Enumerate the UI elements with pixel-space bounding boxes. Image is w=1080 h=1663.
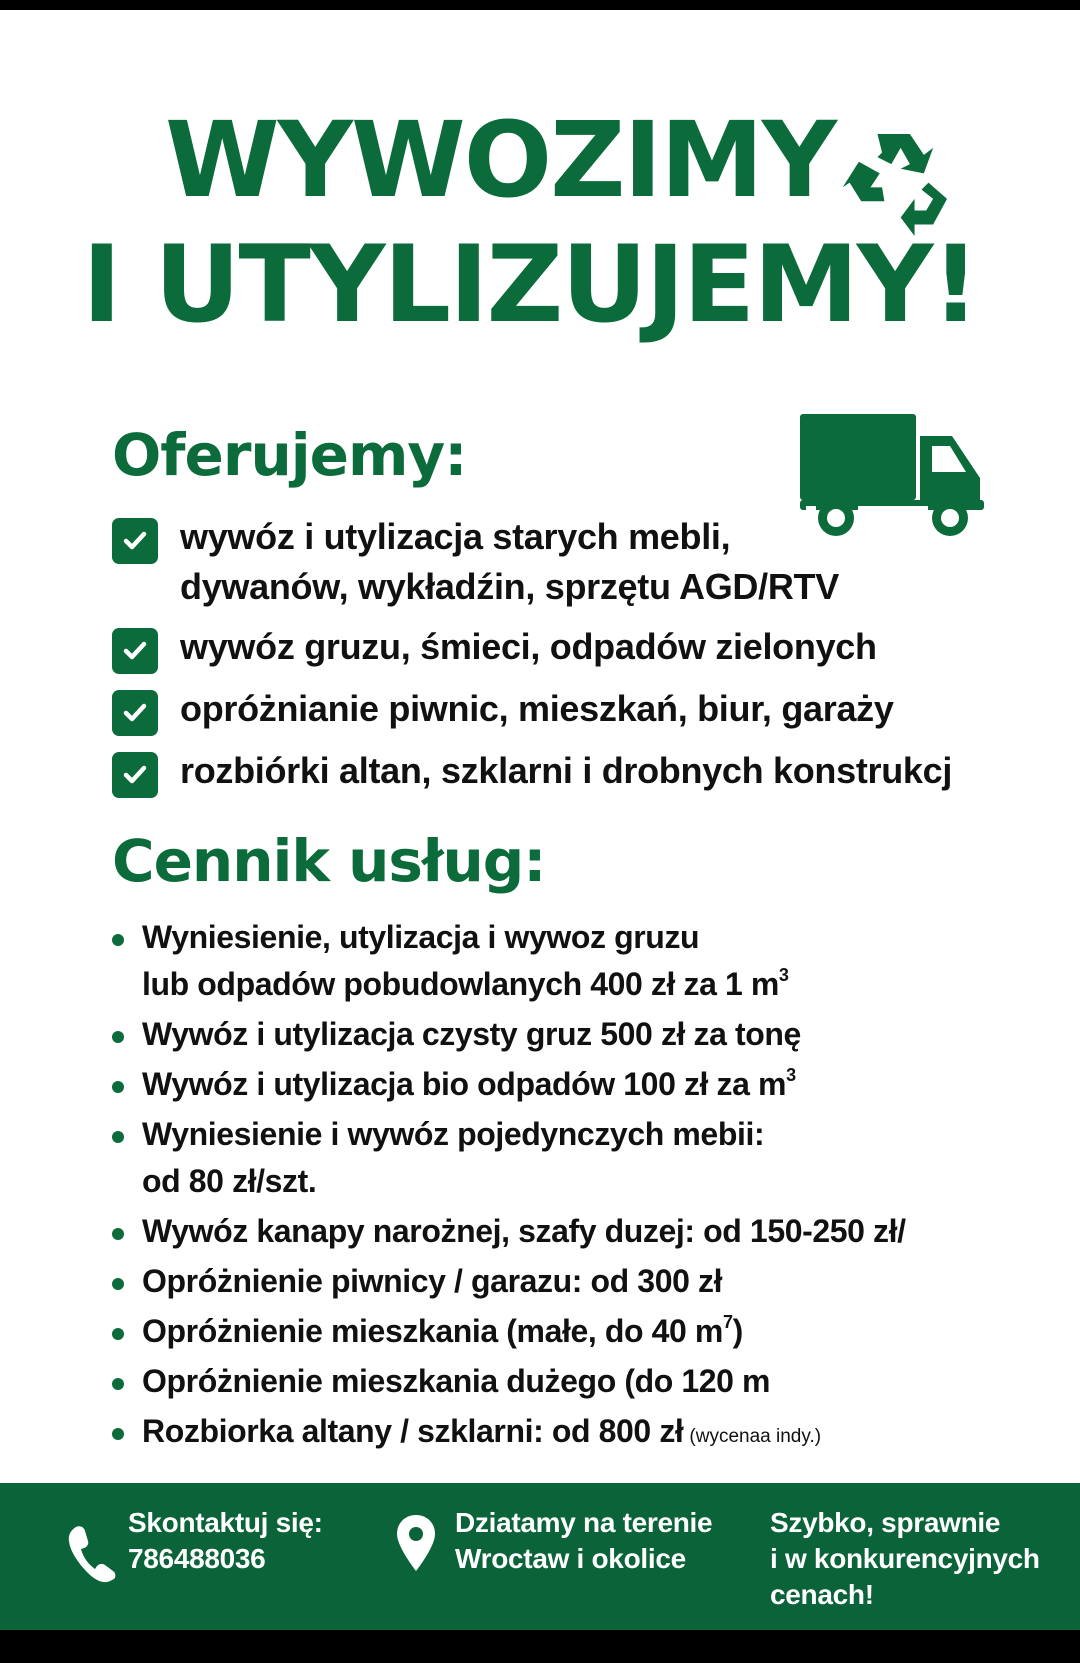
offer-item-text: wywóz gruzu, śmieci, odpadów zielonych [180, 626, 877, 667]
superscript: 3 [786, 1065, 796, 1085]
price-list [112, 914, 1072, 1463]
price-item-text: Wywóz i utylizacja czysty gruz 500 zł za tonę [142, 1016, 801, 1052]
location-pin-icon [395, 1513, 437, 1573]
price-item [112, 1308, 1072, 1355]
bullet-icon [112, 1378, 124, 1390]
superscript: 7 [722, 1312, 733, 1332]
bullet-icon [112, 1428, 124, 1440]
contact-block [128, 1505, 323, 1577]
bullet-icon [112, 934, 124, 946]
prices-heading: Cennik usług: [112, 827, 546, 895]
phone-number[interactable]: 786488036 [128, 1543, 266, 1574]
footer-bar [0, 1483, 1080, 1630]
checkbox-checked-icon [112, 628, 158, 674]
bullet-icon [112, 1131, 124, 1143]
offer-item-text: opróżnianie piwnic, mieszkań, biur, garaży [180, 688, 894, 729]
price-item-text: Wyniesienie, utylizacja i wywoz gruzu [142, 919, 700, 955]
price-item [112, 1011, 1072, 1058]
area-line-1: Dziatamy na terenie [455, 1507, 713, 1538]
price-item [112, 914, 1072, 1008]
slogan-line-3: cenach! [770, 1579, 874, 1610]
price-item [112, 1408, 1072, 1460]
price-item-text: Rozbiorka altany / szklarni: od 800 zł [142, 1413, 684, 1449]
offer-heading: Oferujemy: [112, 421, 467, 489]
price-item-text: Opróżnienie mieszkania dużego (do 120 m [142, 1363, 771, 1399]
price-item [112, 1111, 1072, 1205]
checkbox-checked-icon [112, 518, 158, 564]
offer-item [112, 512, 1072, 612]
title-line-2: I UTYLIZUJEMY! [82, 223, 978, 346]
bullet-icon [112, 1081, 124, 1093]
offer-item-text: wywóz i utylizacja starych mebli, [180, 516, 731, 557]
title-line-1: WYWOZIMY [164, 99, 836, 221]
offer-item [112, 622, 1072, 674]
offer-list [112, 512, 1072, 808]
offer-item-text: rozbiórki altan, szklarni i drobnych konstrukcj [180, 750, 953, 791]
price-item-text: Wyniesienie i wywóz pojedynczych mebii: [142, 1116, 765, 1152]
bullet-icon [112, 1278, 124, 1290]
flyer [0, 10, 1080, 1630]
phone-icon [66, 1523, 120, 1583]
bullet-icon [112, 1328, 124, 1340]
price-item-text: Wywóz i utylizacja bio odpadów 100 zł za m [142, 1066, 787, 1102]
offer-item-text-cont: dywanów, wykładźin, sprzętu AGD/RTV [180, 566, 839, 607]
price-item [112, 1208, 1072, 1255]
service-area-block [455, 1505, 712, 1577]
contact-label: Skontaktuj się: [128, 1507, 323, 1538]
bullet-icon [112, 1031, 124, 1043]
price-item-text-cont: lub odpadów pobudowlanych 400 zł za 1 m [142, 966, 779, 1002]
recycle-icon [838, 126, 954, 244]
price-item-text: Opróżnienie mieszkania (małe, do 40 m [142, 1313, 723, 1349]
slogan-line-2: i w konkurencyjnych [770, 1543, 1040, 1574]
superscript: 3 [778, 965, 789, 985]
slogan-line-1: Szybko, sprawnie [770, 1507, 1001, 1538]
price-item [112, 1258, 1072, 1305]
offer-item [112, 746, 1072, 798]
price-item [112, 1358, 1072, 1405]
area-line-2: Wroctaw i okolice [455, 1543, 686, 1574]
price-item-tail: ) [732, 1313, 743, 1349]
price-item-text: Opróżnienie piwnicy / garazu: od 300 zł [142, 1263, 723, 1299]
checkbox-checked-icon [112, 690, 158, 736]
offer-item [112, 684, 1072, 736]
slogan-block [770, 1505, 1040, 1613]
bullet-icon [112, 1228, 124, 1240]
price-item-text-cont: od 80 zł/szt. [142, 1163, 317, 1199]
price-note: (wycenaa indy.) [689, 1426, 822, 1447]
price-item-text: Wywóz kanapy narożnej, szafy duzej: od 150-250 zł/ [142, 1213, 906, 1249]
checkbox-checked-icon [112, 752, 158, 798]
price-item [112, 1061, 1072, 1108]
